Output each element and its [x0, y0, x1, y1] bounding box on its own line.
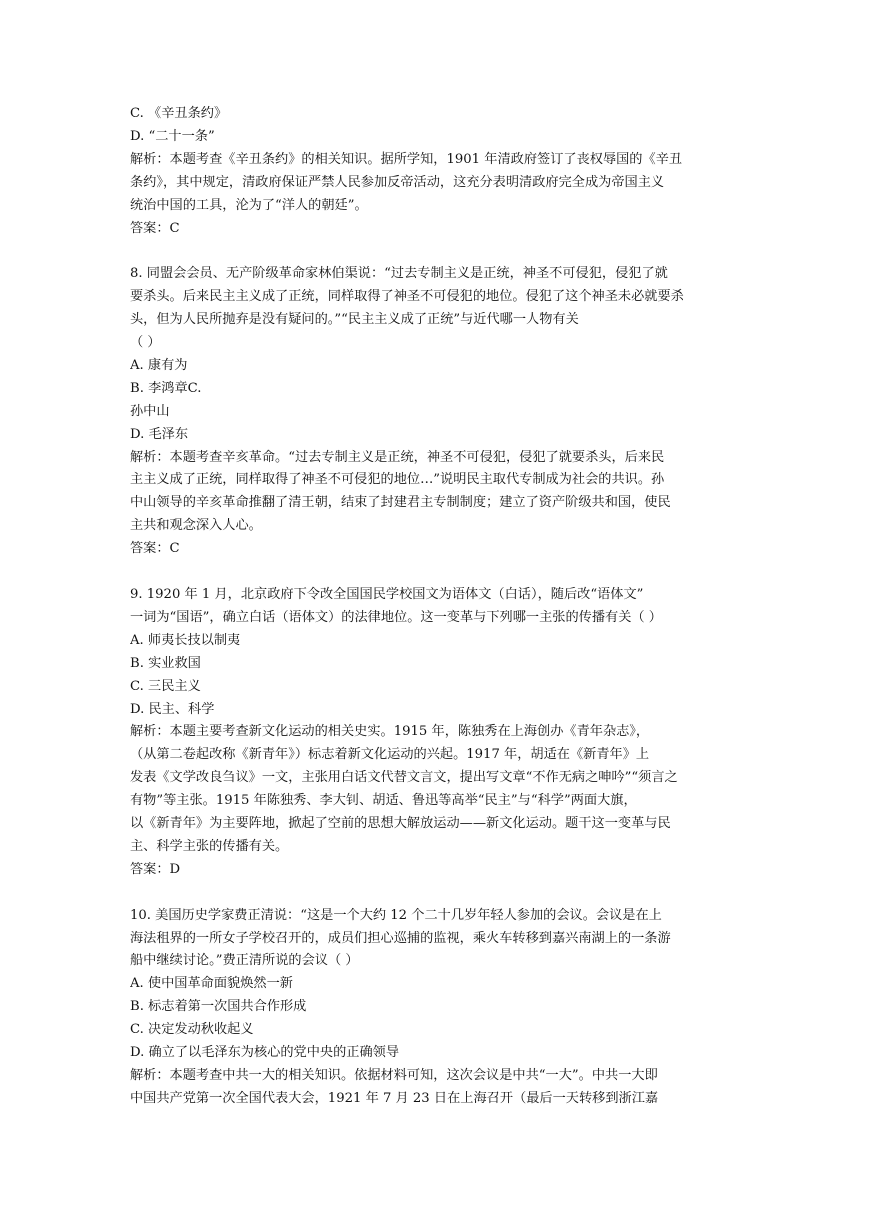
- q8-option-b: B. 李鸿章C.: [130, 380, 202, 396]
- q10-option-b: B. 标志着第一次国共合作形成: [130, 999, 307, 1015]
- question-8: [130, 263, 740, 561]
- q8-option-a: A. 康有为: [130, 357, 188, 373]
- document-page: [130, 103, 740, 1111]
- q9-option-a: A. 师夷长技以制夷: [130, 632, 241, 648]
- q8-option-c: 孙中山: [130, 403, 170, 419]
- q8-analysis-line-2: 主主义成了正统，同样取得了神圣不可侵犯的地位…”说明民主取代专制成为社会的共识。孙: [130, 472, 665, 488]
- question-10: [130, 905, 740, 1111]
- q9-analysis-line-2: （从第二卷起改称《新青年》）标志着新文化运动的兴起。1917 年，胡适在《新青年》上: [130, 747, 650, 763]
- q10-analysis-line-1: 解析：本题考查中共一大的相关知识。依据材料可知，这次会议是中共“一大”。中共一大即: [130, 1068, 658, 1084]
- paragraph-gap: [130, 882, 740, 905]
- q10-option-c: C. 决定发动秋收起义: [130, 1022, 254, 1038]
- q9-stem-line-2: 一词为“国语”，确立白话（语体文）的法律地位。这一变革与下列哪一主张的传播有关（ ）: [130, 609, 662, 625]
- q9-option-c: C. 三民主义: [130, 678, 201, 694]
- q9-analysis-line-4: 有物”等主张。1915 年陈独秀、李大钊、胡适、鲁迅等高举“民主”与“科学”两面大旗，: [130, 793, 637, 809]
- q7-analysis-line-3: 统治中国的工具，沦为了“洋人的朝廷”。: [130, 197, 368, 213]
- q7-option-d: D. “二十一条”: [130, 128, 215, 144]
- q8-answer: 答案：C: [130, 541, 180, 557]
- q7-answer: 答案：C: [130, 220, 180, 236]
- question-7-tail: [130, 103, 740, 240]
- q9-option-b: B. 实业救国: [130, 655, 201, 671]
- q7-option-c: C. 《辛丑条约》: [130, 106, 228, 121]
- q10-option-d: D. 确立了以毛泽东为核心的党中央的正确领导: [130, 1045, 400, 1061]
- q8-stem-line-1: 8. 同盟会会员、无产阶级革命家林伯渠说：“过去专制主义是正统，神圣不可侵犯，侵犯了就: [130, 266, 668, 282]
- q10-analysis-line-2: 中国共产党第一次全国代表大会，1921 年 7 月 23 日在上海召开（最后一天转移到浙江嘉: [130, 1090, 659, 1106]
- q9-analysis-line-6: 主、科学主张的传播有关。: [130, 838, 289, 854]
- paragraph-gap: [130, 561, 740, 584]
- q8-analysis-line-3: 中山领导的辛亥革命推翻了清王朝，结束了封建君主专制制度；建立了资产阶级共和国，使民: [130, 495, 671, 511]
- q10-stem-line-3: 船中继续讨论。”费正清所说的会议（ ）: [130, 953, 359, 969]
- q9-analysis-line-1: 解析：本题主要考查新文化运动的相关史实。1915 年，陈独秀在上海创办《青年杂志》，: [130, 724, 650, 740]
- q8-stem-line-2: 要杀头。后来民主主义成了正统，同样取得了神圣不可侵犯的地位。侵犯了这个神圣未必就要杀: [130, 289, 684, 305]
- q10-stem-line-1: 10. 美国历史学家费正清说：“这是一个大约 12 个二十几岁年轻人参加的会议。会议是在上: [130, 907, 662, 923]
- q9-analysis-line-5: 以《新青年》为主要阵地，掀起了空前的思想大解放运动——新文化运动。题干这一变革与民: [130, 816, 671, 832]
- q9-stem-line-1: 9. 1920 年 1 月，北京政府下令改全国国民学校国文为语体文（白话），随后改“语体文”: [130, 587, 644, 602]
- q9-analysis-line-3: 发表《文学改良刍议》一文，主张用白话文代替文言文，提出写文章“不作无病之呻吟”“须言之: [130, 770, 678, 786]
- q7-analysis-line-1: 解析：本题考查《辛丑条约》的相关知识。据所学知，1901 年清政府签订了丧权辱国的《辛丑: [130, 151, 683, 167]
- q8-analysis-line-1: 解析：本题考查辛亥革命。“过去专制主义是正统，神圣不可侵犯，侵犯了就要杀头，后来民: [130, 449, 665, 465]
- paragraph-gap: [130, 240, 740, 263]
- question-9: [130, 584, 740, 882]
- q8-stem-line-3: 头，但为人民所抛弃是没有疑问的。”“民主主义成了正统”与近代哪一人物有关: [130, 312, 579, 328]
- q8-analysis-line-4: 主共和观念深入人心。: [130, 518, 262, 534]
- q9-answer: 答案：D: [130, 861, 181, 877]
- q10-option-a: A. 使中国革命面貌焕然一新: [130, 976, 293, 992]
- q8-option-d: D. 毛泽东: [130, 426, 189, 442]
- q9-option-d: D. 民主、科学: [130, 701, 215, 717]
- q10-stem-line-2: 海法租界的一所女子学校召开的，成员们担心巡捕的监视，乘火车转移到嘉兴南湖上的一条游: [130, 930, 671, 946]
- q8-stem-line-4: （ ）: [130, 335, 161, 351]
- q7-analysis-line-2: 条约》，其中规定，清政府保证严禁人民参加反帝活动，这充分表明清政府完全成为帝国主义: [130, 174, 665, 190]
